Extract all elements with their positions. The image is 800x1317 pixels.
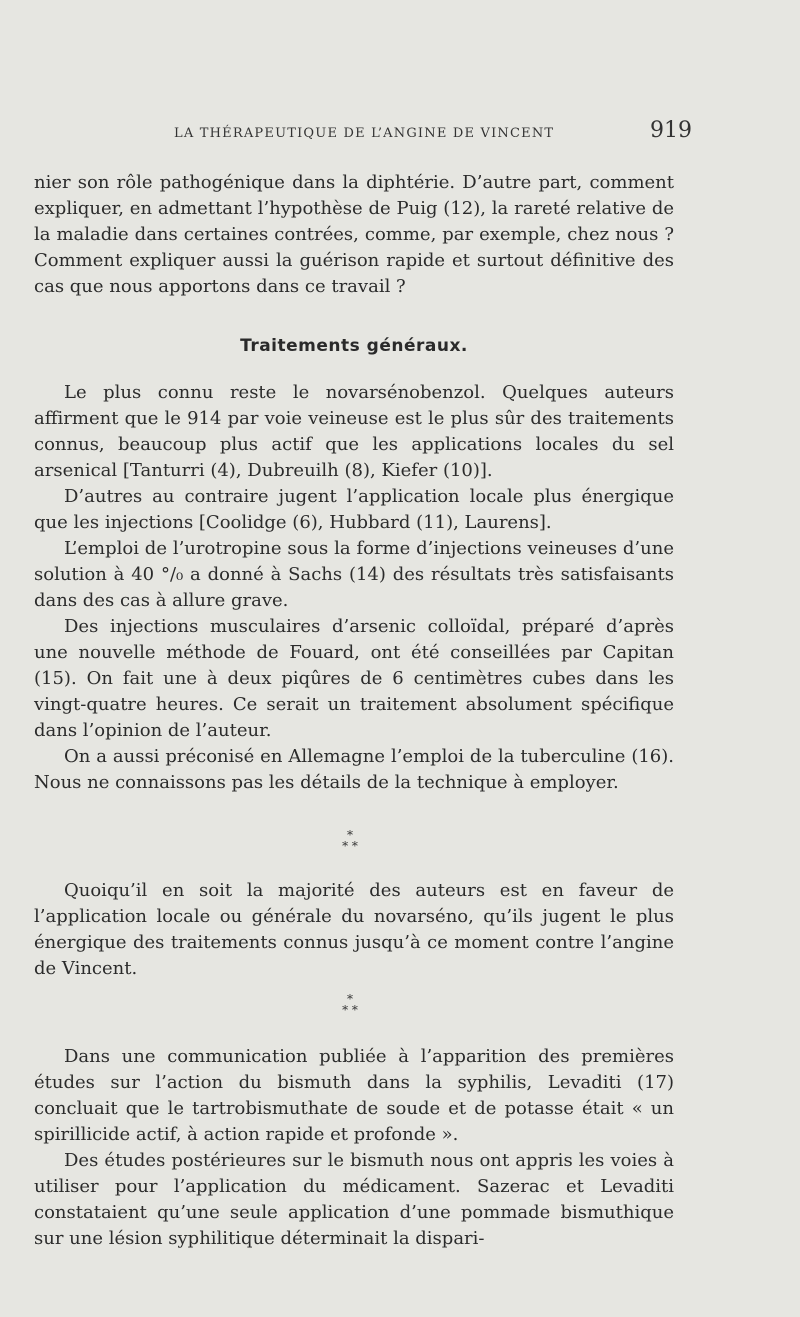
paragraph: Des injections musculaires d’arsenic colloïdal, préparé d’après une nouvelle méthode de Fouard, ont été conseillées par Capitan (15). On fait une à deux piqûres de 6 centimètres cubes dans les vingt-quatre heures. Ce serait un traitement absolument spécifique dans l’opinion de l’auteur. (34, 616, 674, 741)
paragraph-continuation (34, 170, 674, 300)
asterism-bottom: * * (342, 1003, 358, 1017)
section-heading: Traitements généraux. (240, 336, 468, 356)
asterism-top: * (347, 828, 353, 842)
paragraph: On a aussi préconisé en Allemagne l’emploi de la tuberculine (16). Nous ne connaissons pas les détails de la technique à employer. (34, 746, 674, 793)
paragraph: Dans une communication publiée à l’apparition des premières études sur l’action du bismuth dans la syphilis, Levaditi (17) concluait que le tartrobismuthate de soude et de potasse était « un spirillicide actif, à action rapide et profonde ». (34, 1046, 674, 1145)
paragraph: nier son rôle pathogénique dans la diphtérie. D’autre part, comment expliquer, en admettant l’hypothèse de Puig (12), la rareté relative de la maladie dans certaines contrées, comme, par exemple, chez nous ? Comment expliquer aussi la guérison rapide et surtout définitive des cas que nous apportons dans ce travail ? (34, 172, 674, 297)
asterism-top: * (347, 992, 353, 1006)
section-body (34, 1044, 674, 1252)
paragraph: Quoiqu’il en soit la majorité des auteurs est en faveur de l’application locale ou générale du novarséno, qu’ils jugent le plus énergique des traitements connus jusqu’à ce moment contre l’angine de Vincent. (34, 880, 674, 979)
page-number: 919 (650, 118, 692, 143)
paragraph: L’emploi de l’urotropine sous la forme d’injections veineuses d’une solution à 40 °/₀ a donné à Sachs (14) des résultats très satisfaisants dans des cas à allure grave. (34, 538, 674, 611)
asterism-bottom: * * (342, 839, 358, 853)
section-body (34, 878, 674, 982)
running-title: LA THÉRAPEUTIQUE DE L’ANGINE DE VINCENT (174, 126, 555, 141)
page-header (34, 118, 692, 148)
paragraph: Des études postérieures sur le bismuth nous ont appris les voies à utiliser pour l’application du médicament. Sazerac et Levaditi constataient qu’une seule application d’une pommade bismuthique sur une lésion syphilitique déterminait la dispari- (34, 1150, 674, 1249)
paragraph: Le plus connu reste le novarsénobenzol. Quelques auteurs affirment que le 914 par voie veineuse est le plus sûr des traitements connus, beaucoup plus actif que les applications locales du sel arsenical [Tanturri (4), Dubreuilh (8), Kiefer (10)]. (34, 382, 674, 481)
asterism-separator (330, 994, 370, 1016)
section-body (34, 380, 674, 796)
paragraph: D’autres au contraire jugent l’application locale plus énergique que les injections [Coolidge (6), Hubbard (11), Laurens]. (34, 486, 674, 533)
asterism-separator (330, 830, 370, 852)
